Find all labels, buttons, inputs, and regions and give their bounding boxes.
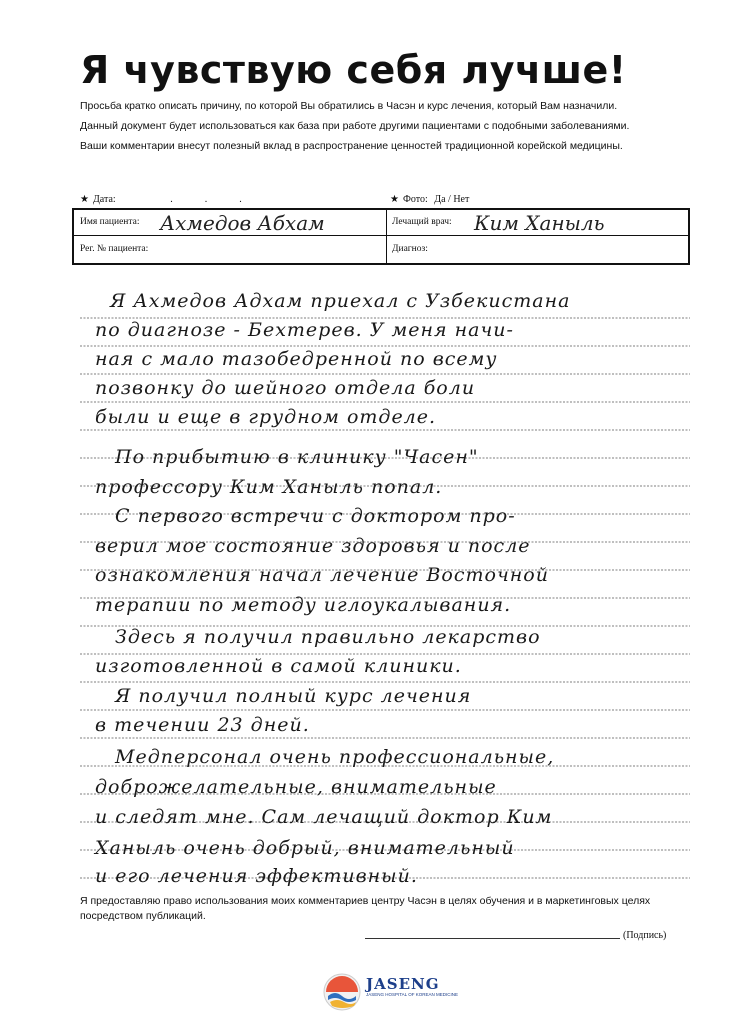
testimonial-line: доброжелательные, внимательные (95, 776, 497, 798)
testimonial-line: Медперсонал очень профессиональные, (115, 746, 555, 768)
signature-label: (Подпись) (623, 930, 667, 941)
photo-label: Фото: (402, 194, 428, 205)
doctor-value: Ким Ханыль (474, 211, 605, 235)
testimonial-line: Здесь я получил правильно лекарство (115, 626, 541, 648)
intro-line-3: Ваши комментарии внесут полезный вклад в распространение ценностей традиционной корейской медицины. (80, 140, 623, 152)
intro-line-2: Данный документ будет использоваться как база при работе другими пациентами с подобными заболеваниями. (80, 120, 630, 132)
page-title: Я чувствую себя лучше! (80, 48, 627, 92)
patient-name-value: Ахмедов Абхам (160, 211, 325, 235)
testimonial-line: и его лечения эффективный. (95, 865, 418, 887)
consent-text: Я предоставляю право использования моих комментариев центру Часэн в целях обучения и в маркетинговых целях посредством публикаций. (80, 895, 651, 922)
diagnosis-label: Диагноз: (392, 244, 428, 254)
testimonial-line: ная с мало тазобедренной по всему (95, 348, 498, 370)
star-icon: ★ (80, 194, 89, 205)
patient-name-label: Имя пациента: (80, 217, 140, 227)
testimonial-line: позвонку до шейного отдела боли (95, 377, 476, 399)
jaseng-logo-icon (322, 972, 362, 1012)
testimonial-line: терапии по методу иглоукалывания. (95, 594, 512, 616)
testimonial-line: профессору Ким Ханыль попал. (95, 476, 443, 498)
intro-line-1: Просьба кратко описать причину, по которой Вы обратились в Часэн и курс лечения, который Вам назначили. (80, 100, 618, 112)
photo-separator: / (448, 194, 451, 205)
photo-yes-option[interactable]: Да (434, 194, 446, 205)
testimonial-line: ознакомления начал лечение Восточной (95, 564, 549, 586)
testimonial-line: Ханыль очень добрый, внимательный (95, 837, 515, 859)
signature-line[interactable] (365, 938, 620, 939)
logo-name: JASENG (366, 975, 440, 993)
date-field: ★ Дата: . . . (80, 194, 242, 205)
date-label: Дата: (92, 194, 116, 205)
testimonial-line: в течении 23 дней. (95, 714, 310, 736)
testimonial-line: по диагнозе - Бехтерев. У меня начи- (95, 319, 514, 341)
testimonial-line: изготовленной в самой клиники. (95, 655, 462, 677)
star-icon: ★ (390, 194, 399, 205)
testimonial-line: и следят мне. Сам лечащий доктор Ким (95, 806, 553, 828)
photo-no-option[interactable]: Нет (453, 194, 470, 205)
doctor-label: Лечащий врач: (392, 217, 452, 227)
testimonial-line: верил мое состояние здоровья и после (95, 535, 531, 557)
testimonial-line: были и еще в грудном отделе. (95, 406, 437, 428)
testimonial-line: По прибытию в клинику "Часен" (115, 446, 479, 468)
testimonial-line: Я Ахмедов Адхам приехал с Узбекистана (110, 290, 571, 312)
reg-number-label: Рег. № пациента: (80, 244, 149, 254)
logo-subtitle: JASENG HOSPITAL OF KOREAN MEDICINE (366, 992, 459, 997)
testimonial-line: Я получил полный курс лечения (115, 685, 472, 707)
testimonial-line: С первого встречи с доктором про- (115, 505, 516, 527)
